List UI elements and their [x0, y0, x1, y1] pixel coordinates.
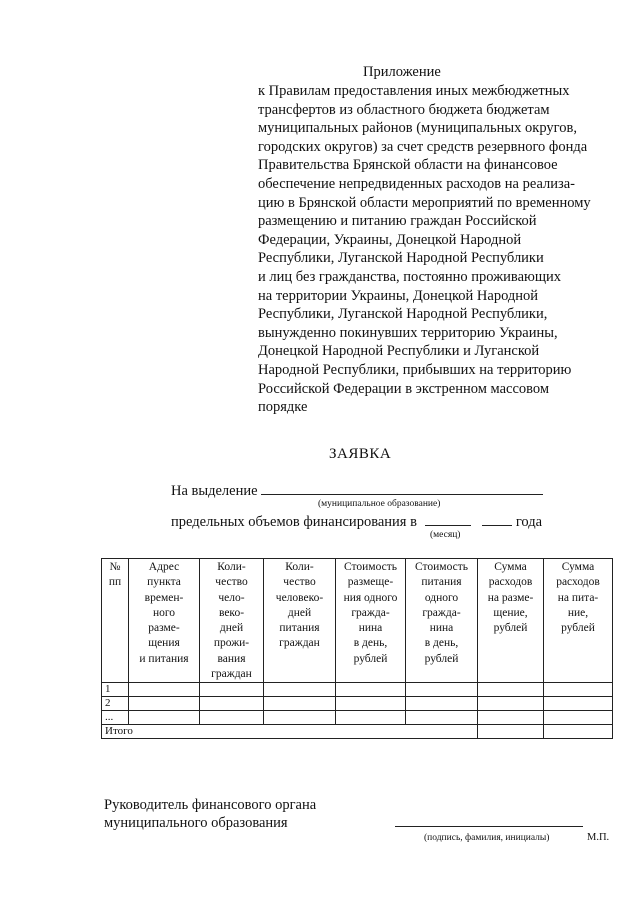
table-cell[interactable] [129, 711, 200, 725]
table-cell[interactable] [264, 711, 336, 725]
table-cell[interactable] [336, 683, 406, 697]
document-title: ЗАЯВКА [329, 446, 392, 462]
table-cell[interactable] [200, 697, 264, 711]
table-cell[interactable] [264, 683, 336, 697]
table-cell[interactable] [129, 683, 200, 697]
header-living-days: Коли- чество чело- веко- дней прожи- вания граждан [200, 559, 264, 683]
appendix-line: Народной Республики, прибывших на территорию [258, 361, 572, 378]
financing-line [171, 513, 542, 531]
signature-caption: (подпись, фамилия, инициалы) [424, 833, 550, 843]
table-cell[interactable] [406, 683, 478, 697]
municipality-caption: (муниципальное образование) [318, 499, 441, 509]
signature-title-line2: муниципального образования [104, 815, 288, 831]
appendix-line: Республики, Луганской Народной Республики, [258, 306, 548, 323]
municipality-blank[interactable] [261, 482, 543, 495]
appendix-line: Республики, Луганской Народной Республики [258, 250, 544, 267]
header-meal-days: Коли- чество человеко- дней питания граждан [264, 559, 336, 683]
header-accommodation-sum: Сумма расходов на разме- щение, рублей [478, 559, 544, 683]
table-cell[interactable] [200, 711, 264, 725]
appendix-line: размещению и питанию граждан Российской [258, 213, 537, 230]
table-cell[interactable] [264, 697, 336, 711]
appendix-line: Российской Федерации в экстренном массовом [258, 380, 550, 397]
table-cell[interactable] [406, 711, 478, 725]
table-cell[interactable] [478, 683, 544, 697]
year-blank[interactable] [482, 513, 512, 526]
total-label: Итого [102, 725, 478, 739]
year-label: года [515, 514, 543, 530]
appendix-body [258, 82, 618, 417]
signature-title-line1: Руководитель финансового органа [104, 797, 317, 813]
appendix-line: цию в Брянской области мероприятий по временному [258, 194, 591, 211]
table-cell[interactable] [406, 697, 478, 711]
appendix-title: Приложение [363, 64, 441, 80]
header-address: Адрес пункта времен- ного разме- щения и питания [129, 559, 200, 683]
table-cell[interactable] [336, 697, 406, 711]
table-row [102, 711, 613, 725]
table-cell[interactable] [544, 683, 613, 697]
appendix-line: трансфертов из областного бюджета бюджетам [258, 101, 550, 118]
appendix-line: Федерации, Украины, Донецкой Народной [258, 231, 522, 248]
table-cell[interactable] [200, 683, 264, 697]
stamp-label: М.П. [587, 832, 610, 843]
table-cell[interactable] [544, 697, 613, 711]
row-number: 2 [102, 697, 129, 711]
month-caption: (месяц) [430, 530, 461, 540]
total-accommodation-sum[interactable] [478, 725, 544, 739]
table-header-row [102, 559, 613, 683]
appendix-line: муниципальных районов (муниципальных округов, [258, 120, 577, 137]
table-row [102, 683, 613, 697]
appendix-line: вынужденно покинувших территорию Украины, [258, 324, 558, 341]
total-meal-sum[interactable] [544, 725, 613, 739]
financing-label: предельных объемов финансирования в [171, 514, 417, 530]
header-meal-sum: Сумма расходов на пита- ние, рублей [544, 559, 613, 683]
appendix-line: порядке [258, 399, 308, 416]
table-cell[interactable] [129, 697, 200, 711]
month-blank[interactable] [425, 513, 471, 526]
appendix-line: Правительства Брянской области на финансовое [258, 157, 558, 174]
appendix-line: городских округов) за счет средств резервного фонда [258, 138, 588, 155]
request-table [101, 558, 613, 739]
table-row [102, 697, 613, 711]
table-cell[interactable] [478, 711, 544, 725]
appendix-line: и лиц без гражданства, постоянно проживающих [258, 268, 562, 285]
header-meal-cost: Стоимость питания одного гражда- нина в день, рублей [406, 559, 478, 683]
appendix-line: к Правилам предоставления иных межбюджетных [258, 83, 570, 99]
signature-block [104, 796, 316, 832]
row-number: ... [102, 711, 129, 725]
table-cell[interactable] [336, 711, 406, 725]
table-total-row [102, 725, 613, 739]
appendix-line: обеспечение непредвиденных расходов на реализа- [258, 175, 575, 192]
allocation-line [171, 482, 543, 500]
header-number: № пп [102, 559, 129, 683]
table-cell[interactable] [544, 711, 613, 725]
header-accommodation-cost: Стоимость размеще- ния одного гражда- нина в день, рублей [336, 559, 406, 683]
appendix-line: Донецкой Народной Республики и Луганской [258, 343, 540, 360]
table-cell[interactable] [478, 697, 544, 711]
allocation-label: На выделение [171, 483, 258, 499]
signature-line[interactable] [395, 826, 583, 827]
row-number: 1 [102, 683, 129, 697]
appendix-line: на территории Украины, Донецкой Народной [258, 287, 539, 304]
